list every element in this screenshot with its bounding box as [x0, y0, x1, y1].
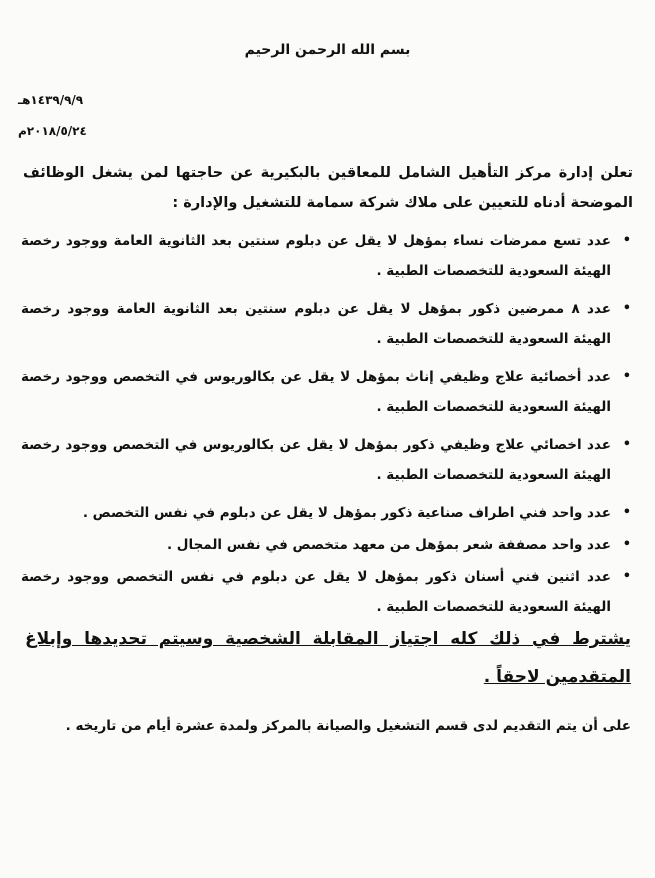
list-item-text: عدد اخصائي علاج وظيفي ذكور بمؤهل لا يقل عن بكالوريوس في التخصص ووجود رخصة الهيئة السعودية للتخصصات الطبية . — [21, 437, 611, 483]
list-item-text: عدد واحد فني اطراف صناعية ذكور بمؤهل لا يقل عن دبلوم في نفس التخصص . — [82, 505, 611, 521]
list-item — [21, 362, 633, 422]
list-item — [21, 430, 633, 490]
bullet-icon: • — [622, 569, 631, 584]
list-item — [21, 498, 633, 528]
basmala-heading: بسم الله الرحمن الرحيم — [244, 42, 411, 58]
gregorian-date: ٢٠١٨/٥/٢٤م — [18, 124, 87, 138]
list-item — [21, 294, 633, 354]
hijri-date: ١٤٣٩/٩/٩هـ — [18, 93, 84, 107]
list-item-text: عدد واحد مصففة شعر بمؤهل من معهد متخصص في نفس المجال . — [166, 537, 611, 553]
bullet-icon: • — [622, 233, 631, 248]
list-item-text: عدد أخصائية علاج وظيفي إناث بمؤهل لا يقل عن بكالوريوس في التخصص ووجود رخصة الهيئة السعودية للتخصصات الطبية . — [21, 369, 611, 415]
bullet-icon: • — [622, 369, 631, 384]
bullet-icon: • — [622, 301, 631, 316]
list-item — [21, 226, 633, 286]
list-item — [21, 530, 633, 560]
list-item-text: عدد ٨ ممرضين ذكور بمؤهل لا يقل عن دبلوم سنتين بعد الثانوية العامة ووجود رخصة الهيئة السعودية للتخصصات الطبية . — [21, 301, 611, 347]
application-note: على أن يتم التقديم لدى قسم التشغيل والصيانة بالمركز ولمدة عشرة أيام من تاريخه . — [65, 718, 631, 734]
list-item-text: عدد تسع ممرضات نساء بمؤهل لا يقل عن دبلوم سنتين بعد الثانوية العامة ووجود رخصة الهيئة السعودية للتخصصات الطبية . — [21, 233, 611, 279]
intro-paragraph: تعلن إدارة مركز التأهيل الشامل للمعاقين بالبكيرية عن حاجتها لمن يشغل الوظائف الموضحة أدناه للتعيين على ملاك شركة سمامة للتشغيل والإدارة : — [23, 165, 633, 211]
job-list — [21, 226, 633, 630]
condition-statement: يشترط في ذلك كله اجتياز المقابلة الشخصية وسيتم تحديدها وإبلاغ المتقدمين لاحقاً . — [25, 629, 631, 687]
bullet-icon: • — [622, 537, 631, 552]
list-item — [21, 562, 633, 622]
bullet-icon: • — [622, 437, 631, 452]
bullet-icon: • — [622, 505, 631, 520]
list-item-text: عدد اثنين فني أسنان ذكور بمؤهل لا يقل عن دبلوم في نفس التخصص ووجود رخصة الهيئة السعودية للتخصصات الطبية . — [21, 569, 611, 615]
